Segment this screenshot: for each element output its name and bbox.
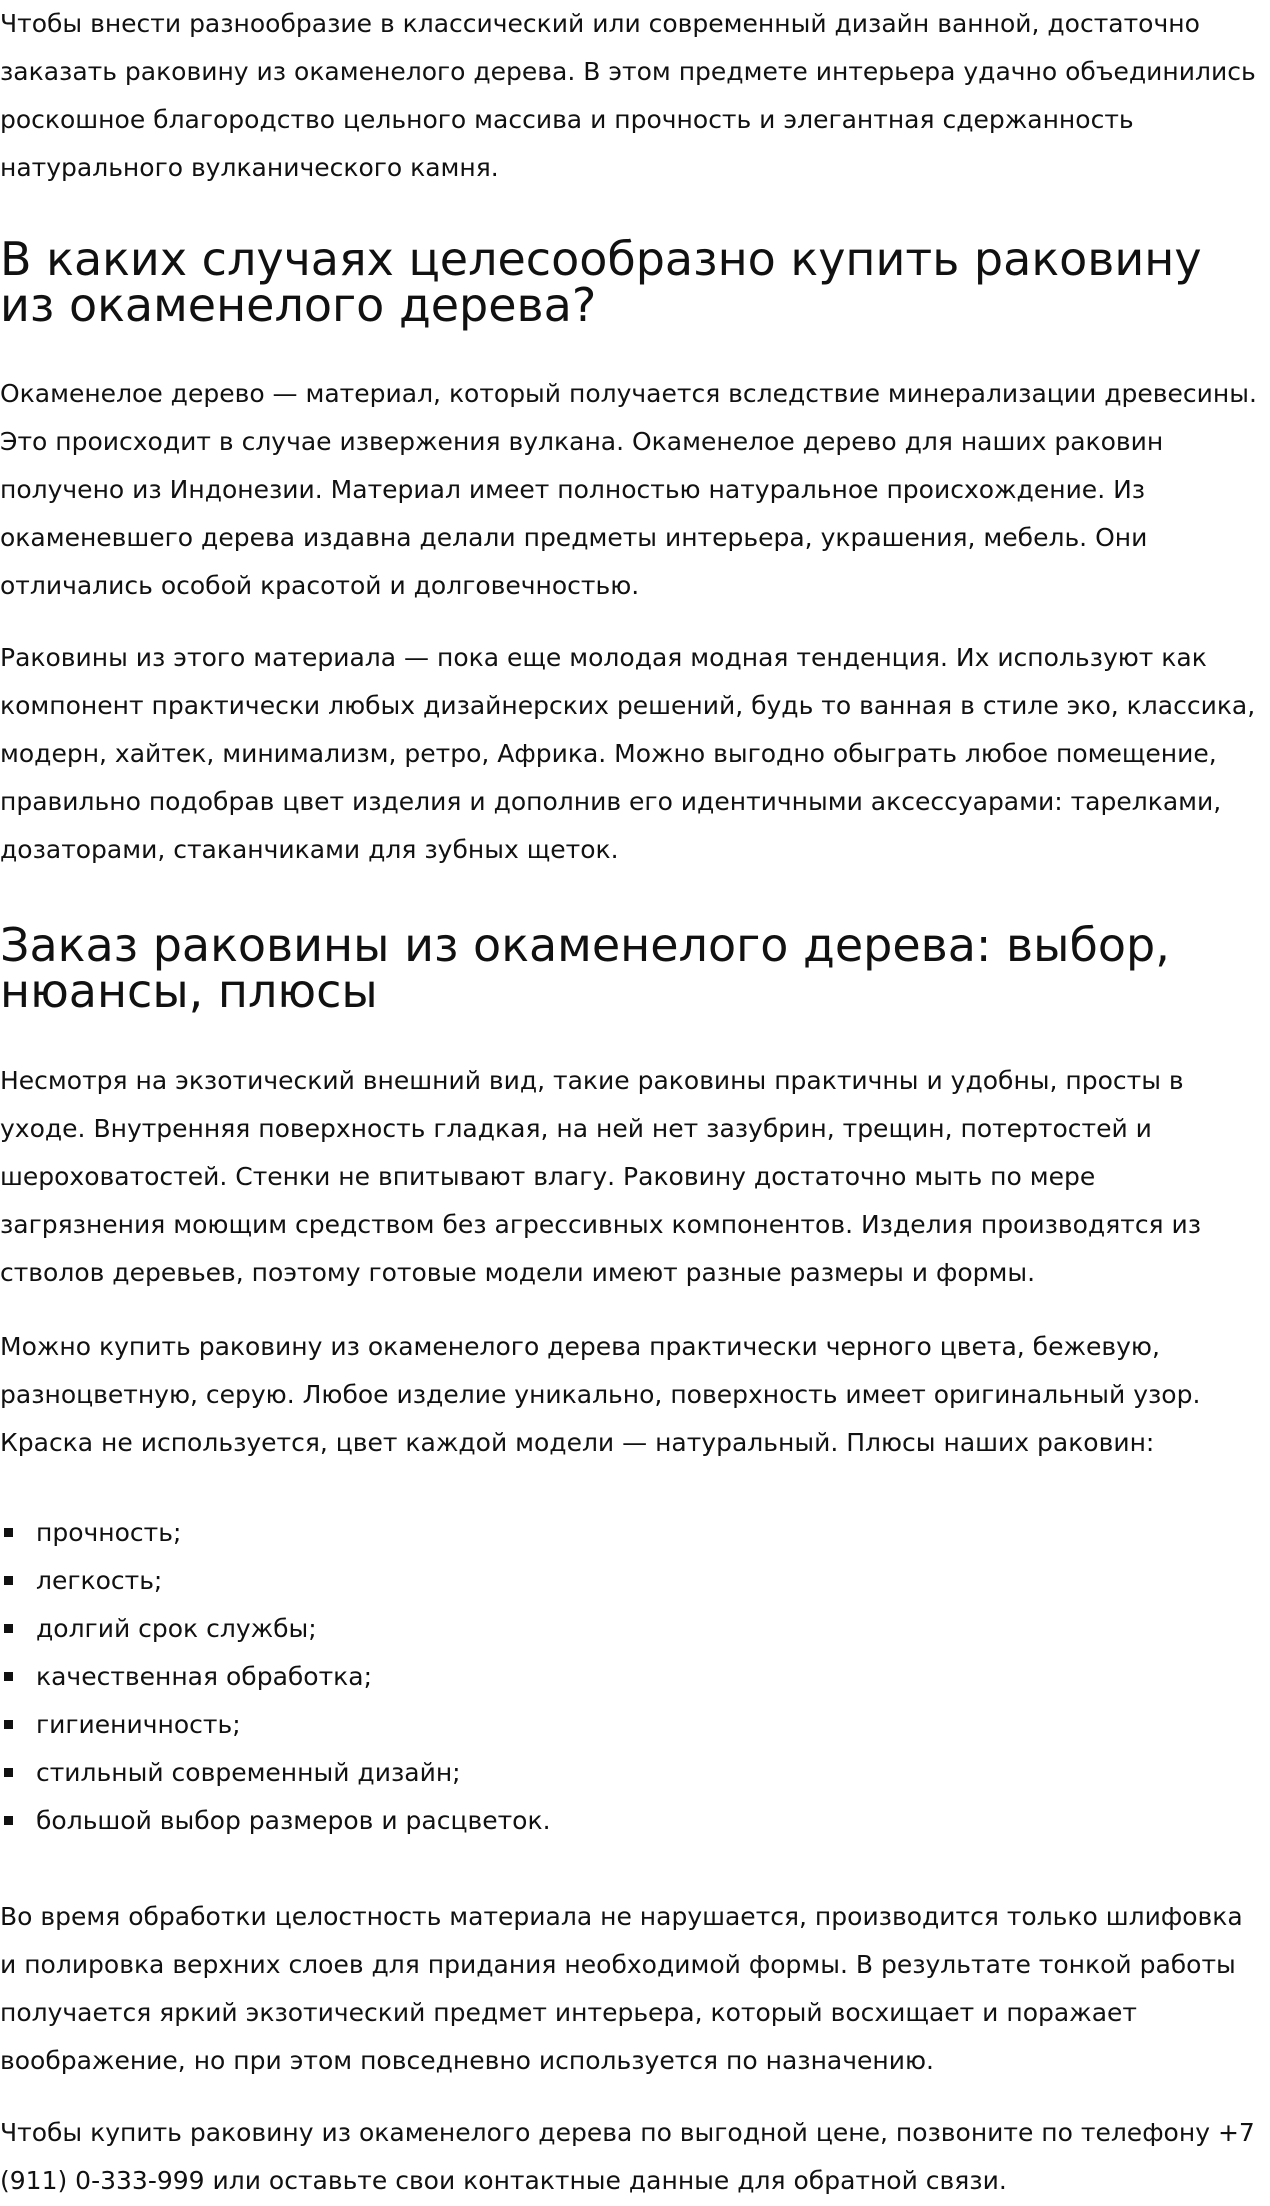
list-item (0, 1605, 1262, 1653)
list-item (0, 1749, 1262, 1797)
section-2-paragraph-2: Можно купить раковину из окаменелого дерева практически черного цвета, бежевую, разноцветную, серую. Любое изделие уникально, поверхность имеет оригинальный узор. Краска не используется, цвет каждой модели — натуральный. Плюсы наших раковин: (0, 1332, 1201, 1457)
section-1-paragraph-2: Раковины из этого материала — пока еще молодая модная тенденция. Их используют как компонент практически любых дизайнерских решений, будь то ванная в стиле эко, классика, модерн, хайтек, минимализм, ретро, Африка. Можно выгодно обыграть любое помещение, правильно подобрав цвет изделия и дополнив его идентичными аксессуарами: тарелками, дозаторами, стаканчиками для зубных щеток. (0, 643, 1256, 864)
square-bullet-icon (4, 1624, 13, 1633)
square-bullet-icon (4, 1768, 13, 1777)
square-bullet-icon (4, 1720, 13, 1729)
intro-paragraph: Чтобы внести разнообразие в классический или современный дизайн ванной, достаточно заказать раковину из окаменелого дерева. В этом предмете интерьера удачно объединились роскошное благородство цельного массива и прочность и элегантная сдержанность натурального вулканического камня. (0, 9, 1256, 182)
square-bullet-icon (4, 1672, 13, 1681)
list-item-text: большой выбор размеров и расцветок. (36, 1806, 551, 1835)
section-2-paragraph-1: Несмотря на экзотический внешний вид, такие раковины практичны и удобны, просты в уходе. Внутренняя поверхность гладкая, на ней нет зазубрин, трещин, потертостей и шероховатостей. Стенки не впитывают влагу. Раковину достаточно мыть по мере загрязнения моющим средством без агрессивных компонентов. Изделия производятся из стволов деревьев, поэтому готовые модели имеют разные размеры и формы. (0, 1066, 1202, 1287)
list-item (0, 1701, 1262, 1749)
list-item (0, 1653, 1262, 1701)
list-item-text: долгий срок службы; (36, 1614, 317, 1643)
list-item (0, 1509, 1262, 1557)
section-2-heading: Заказ раковины из окаменелого дерева: выбор, нюансы, плюсы (0, 918, 1170, 1018)
benefits-list (0, 1509, 1262, 1845)
list-item-text: качественная обработка; (36, 1662, 373, 1691)
list-item-text: гигиеничность; (36, 1710, 241, 1739)
closing-paragraph-1: Во время обработки целостность материала не нарушается, производится только шлифовка и полировка верхних слоев для придания необходимой формы. В результате тонкой работы получается яркий экзотический предмет интерьера, который восхищает и поражает воображение, но при этом повседневно используется по назначению. (0, 1902, 1243, 2075)
list-item (0, 1797, 1262, 1845)
square-bullet-icon (4, 1816, 13, 1825)
list-item-text: стильный современный дизайн; (36, 1758, 461, 1787)
section-1-paragraph-1: Окаменелое дерево — материал, который получается вследствие минерализации древесины. Это происходит в случае извержения вулкана. Окаменелое дерево для наших раковин получено из Индонезии. Материал имеет полностью натуральное происхождение. Из окаменевшего дерева издавна делали предметы интерьера, украшения, мебель. Они отличались особой красотой и долговечностью. (0, 379, 1257, 600)
list-item (0, 1557, 1262, 1605)
square-bullet-icon (4, 1576, 13, 1585)
list-item-text: легкость; (36, 1566, 163, 1595)
closing-paragraph-2: Чтобы купить раковину из окаменелого дерева по выгодной цене, позвоните по телефону +7 (911) 0-333-999 или оставьте свои контактные данные для обратной связи. (0, 2118, 1255, 2195)
square-bullet-icon (4, 1528, 13, 1537)
list-item-text: прочность; (36, 1518, 182, 1547)
section-1-heading: В каких случаях целесообразно купить раковину из окаменелого дерева? (0, 232, 1202, 332)
